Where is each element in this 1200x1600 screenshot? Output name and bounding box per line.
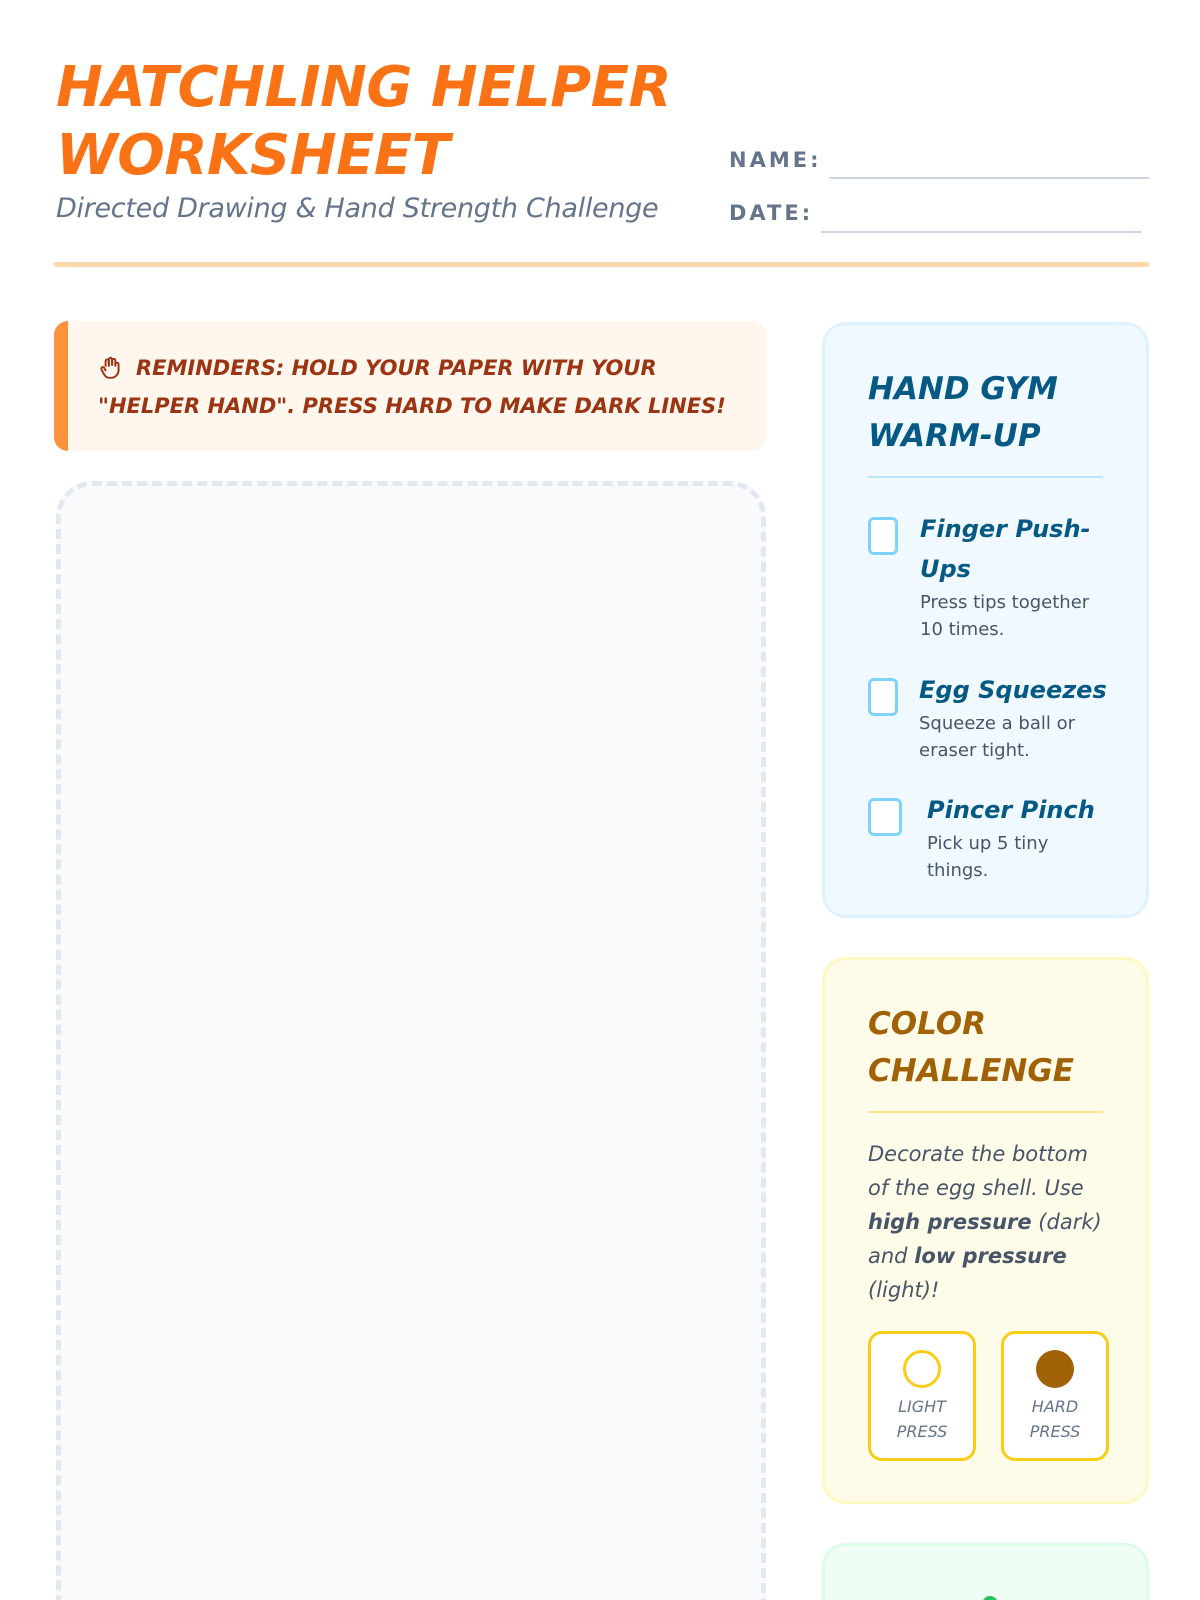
hand-gym-title-line-1: HAND GYM [868, 371, 1058, 407]
hard-press-dot [1036, 1350, 1074, 1388]
title-line-1: HATCHLING HELPER [56, 55, 672, 120]
color-challenge-divider [868, 1111, 1103, 1113]
hard-press-label: HARD PRESS [1029, 1397, 1081, 1441]
reminder-line-2: "HELPER HAND". PRESS HARD TO MAKE DARK LINES! [98, 394, 726, 418]
exercise-name: Finger Push- Ups [920, 515, 1091, 583]
name-field[interactable] [829, 177, 1149, 179]
low-pressure-text: low pressure [914, 1244, 1067, 1268]
hand-icon [98, 354, 124, 380]
exercise-description: Squeeze a ball or eraser tight. [919, 713, 1075, 761]
header-divider [54, 262, 1149, 267]
hand-gym-card [822, 322, 1149, 918]
exercise-checkbox[interactable] [868, 798, 902, 836]
color-challenge-title-line-2: CHALLENGE [868, 1053, 1074, 1089]
exercise-description: Pick up 5 tiny things. [927, 833, 1049, 881]
light-press-label: LIGHT PRESS [896, 1397, 948, 1441]
light-press-swatch[interactable] [868, 1331, 976, 1461]
exercise-checkbox[interactable] [868, 678, 898, 716]
reminder-line-1: REMINDERS: HOLD YOUR PAPER WITH YOUR [136, 356, 657, 380]
exercise-name: Pincer Pinch [927, 796, 1095, 824]
hand-gym-title [868, 366, 1103, 460]
hand-gym-divider [868, 476, 1103, 478]
exercise-name: Egg Squeezes [919, 676, 1107, 704]
light-press-dot [903, 1350, 941, 1388]
reminder-text [98, 349, 746, 425]
drawing-area[interactable] [56, 481, 766, 1600]
flower-icon [967, 1590, 1013, 1600]
exercise-checkbox[interactable] [868, 517, 898, 555]
date-label: DATE: [729, 201, 814, 225]
exercise-description: Press tips together 10 times. [920, 592, 1090, 640]
bonus-card [822, 1543, 1149, 1600]
hand-gym-title-line-2: WARM-UP [868, 418, 1041, 454]
color-challenge-title-line-1: COLOR [868, 1006, 986, 1042]
reminder-banner [54, 321, 766, 451]
color-challenge-card [822, 957, 1149, 1504]
high-pressure-text: high pressure [868, 1210, 1032, 1234]
date-field[interactable] [821, 231, 1141, 233]
worksheet-subtitle: Directed Drawing & Hand Strength Challenge [56, 193, 659, 224]
worksheet-title [56, 54, 696, 190]
hard-press-swatch[interactable] [1001, 1331, 1109, 1461]
color-challenge-title [868, 1001, 1103, 1095]
title-line-2: WORKSHEET [56, 123, 450, 188]
name-label: NAME: [729, 148, 822, 172]
color-challenge-description: Decorate the bottom of the egg shell. Use high pressure (dark) and low pressure (light)! [868, 1142, 1102, 1302]
